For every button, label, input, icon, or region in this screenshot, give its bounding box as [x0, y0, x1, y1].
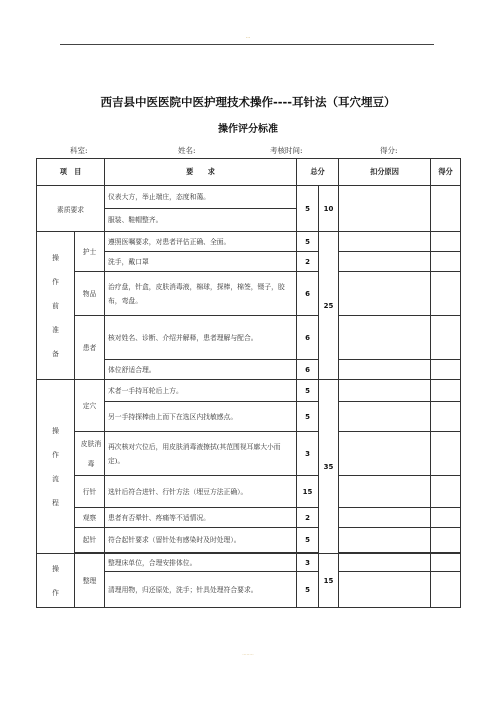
- requirement-text: 再次核对穴位后，用皮肤消毒液擦拭(其范围视耳廓大小而定)。: [105, 432, 297, 476]
- section-quality: 素质要求: [37, 186, 105, 232]
- section-process: 操作流程: [37, 380, 75, 554]
- sub-supplies: 物品: [75, 272, 105, 316]
- requirement-text: 仪表大方，举止端庄，态度和蔼。: [105, 186, 297, 209]
- requirement-text: 清理用物，归还原处，洗手；针具处理符合要求。: [105, 572, 297, 608]
- table-row: [37, 272, 461, 316]
- requirement-text: 遵照医嘱要求，对患者评估正确、全面。: [105, 232, 297, 252]
- requirement-text: 术者一手持耳轮后上方。: [105, 380, 297, 402]
- table-row: [37, 316, 461, 360]
- header-item: 项 目: [37, 159, 105, 186]
- score-cell: [431, 272, 461, 316]
- requirement-text: 符合起针要求（留针处有感染时及时处理）。: [105, 528, 297, 553]
- score-cell: [431, 252, 461, 272]
- requirement-text: 整理床单位，合理安排体位。: [105, 554, 297, 572]
- deduct-cell: [339, 232, 431, 252]
- score-cell: [431, 432, 461, 476]
- row-score: 6: [297, 272, 319, 316]
- score-cell: [431, 476, 461, 508]
- section-prep: 操作前准备: [37, 232, 75, 380]
- score-cell: [431, 528, 461, 553]
- section-post: 操作: [37, 554, 75, 608]
- deduct-cell: [339, 528, 431, 553]
- score-cell: [431, 360, 461, 380]
- score-cell: [431, 402, 461, 432]
- deduct-cell: [339, 572, 431, 608]
- table-row: [37, 186, 461, 209]
- score-cell: [431, 316, 461, 360]
- deduct-cell: [339, 402, 431, 432]
- score-cell: [431, 186, 461, 232]
- requirement-text: 体位舒适合理。: [105, 360, 297, 380]
- sub-patient: 患者: [75, 316, 105, 380]
- meta-score: 得分:: [380, 146, 398, 155]
- header-requirement: 要 求: [105, 159, 297, 186]
- requirement-text: 核对姓名、诊断、介绍并解释，患者理解与配合。: [105, 316, 297, 360]
- deduct-cell: [339, 186, 431, 232]
- deduct-cell: [339, 316, 431, 360]
- requirement-text: 洗手，戴口罩: [105, 252, 297, 272]
- deduct-cell: [339, 272, 431, 316]
- deduct-cell: [339, 432, 431, 476]
- sub-disinfect: 皮肤消毒: [75, 432, 105, 476]
- table-row: [37, 380, 461, 402]
- header-rule: [60, 44, 434, 45]
- deduct-cell: [339, 554, 431, 572]
- table-row: [37, 232, 461, 252]
- sub-remove: 起针: [75, 528, 105, 553]
- row-score: 3: [297, 554, 319, 572]
- footer-mark: ........: [242, 652, 254, 657]
- deduct-cell: [339, 476, 431, 508]
- row-score: 5: [297, 186, 319, 232]
- scoring-table: [36, 158, 461, 608]
- table-row: [37, 554, 461, 572]
- row-score: 3: [297, 432, 319, 476]
- meta-department: 科室:: [70, 146, 88, 155]
- table-header-row: [37, 159, 461, 186]
- meta-name: 姓名:: [178, 146, 196, 155]
- row-score: 2: [297, 508, 319, 528]
- score-cell: [431, 380, 461, 402]
- requirement-text: 另一手持探棒由上而下在选区内找敏感点。: [105, 402, 297, 432]
- header-deduct-reason: 扣分原因: [339, 159, 431, 186]
- requirement-text: 选针后符合进针、行针方法（埋豆方法正确）。: [105, 476, 297, 508]
- meta-time: 考核时间:: [270, 146, 303, 155]
- row-score: 6: [297, 360, 319, 380]
- sub-tidy: 整理: [75, 554, 105, 608]
- document-title: 西吉县中医医院中医护理技术操作----耳针法（耳穴埋豆）: [100, 95, 396, 109]
- section-total: 10: [319, 186, 339, 232]
- sub-nurse: 护士: [75, 232, 105, 272]
- deduct-cell: [339, 380, 431, 402]
- table-row: [37, 476, 461, 508]
- score-cell: [431, 554, 461, 572]
- section-total: 15: [319, 554, 339, 608]
- row-score: 5: [297, 380, 319, 402]
- header-score: 得分: [431, 159, 461, 186]
- table-row: [37, 432, 461, 476]
- header-mark: ...: [245, 34, 251, 40]
- table-row: [37, 508, 461, 528]
- row-score: 6: [297, 316, 319, 360]
- deduct-cell: [339, 508, 431, 528]
- section-total: 35: [319, 380, 339, 554]
- row-score: 5: [297, 572, 319, 608]
- requirement-text: 治疗盘，针盒，皮肤消毒液，棉球，探棒，棉签，镊子，胶布，弯盘。: [105, 272, 297, 316]
- requirement-text: 患者有否晕针、疼痛等不适情况。: [105, 508, 297, 528]
- row-score: 2: [297, 252, 319, 272]
- deduct-cell: [339, 252, 431, 272]
- requirement-text: 服装、鞋帽整齐。: [105, 209, 297, 232]
- row-score: 5: [297, 402, 319, 432]
- row-score: 5: [297, 232, 319, 252]
- row-score: 15: [297, 476, 319, 508]
- sub-needle: 行针: [75, 476, 105, 508]
- section-total: 25: [319, 232, 339, 380]
- sub-locate: 定穴: [75, 380, 105, 432]
- score-cell: [431, 232, 461, 252]
- score-cell: [431, 572, 461, 608]
- sub-observe: 观察: [75, 508, 105, 528]
- header-total: 总分: [297, 159, 339, 186]
- document-subtitle: 操作评分标准: [218, 124, 278, 135]
- table-row: [37, 528, 461, 553]
- row-score: 5: [297, 528, 319, 553]
- deduct-cell: [339, 360, 431, 380]
- score-cell: [431, 508, 461, 528]
